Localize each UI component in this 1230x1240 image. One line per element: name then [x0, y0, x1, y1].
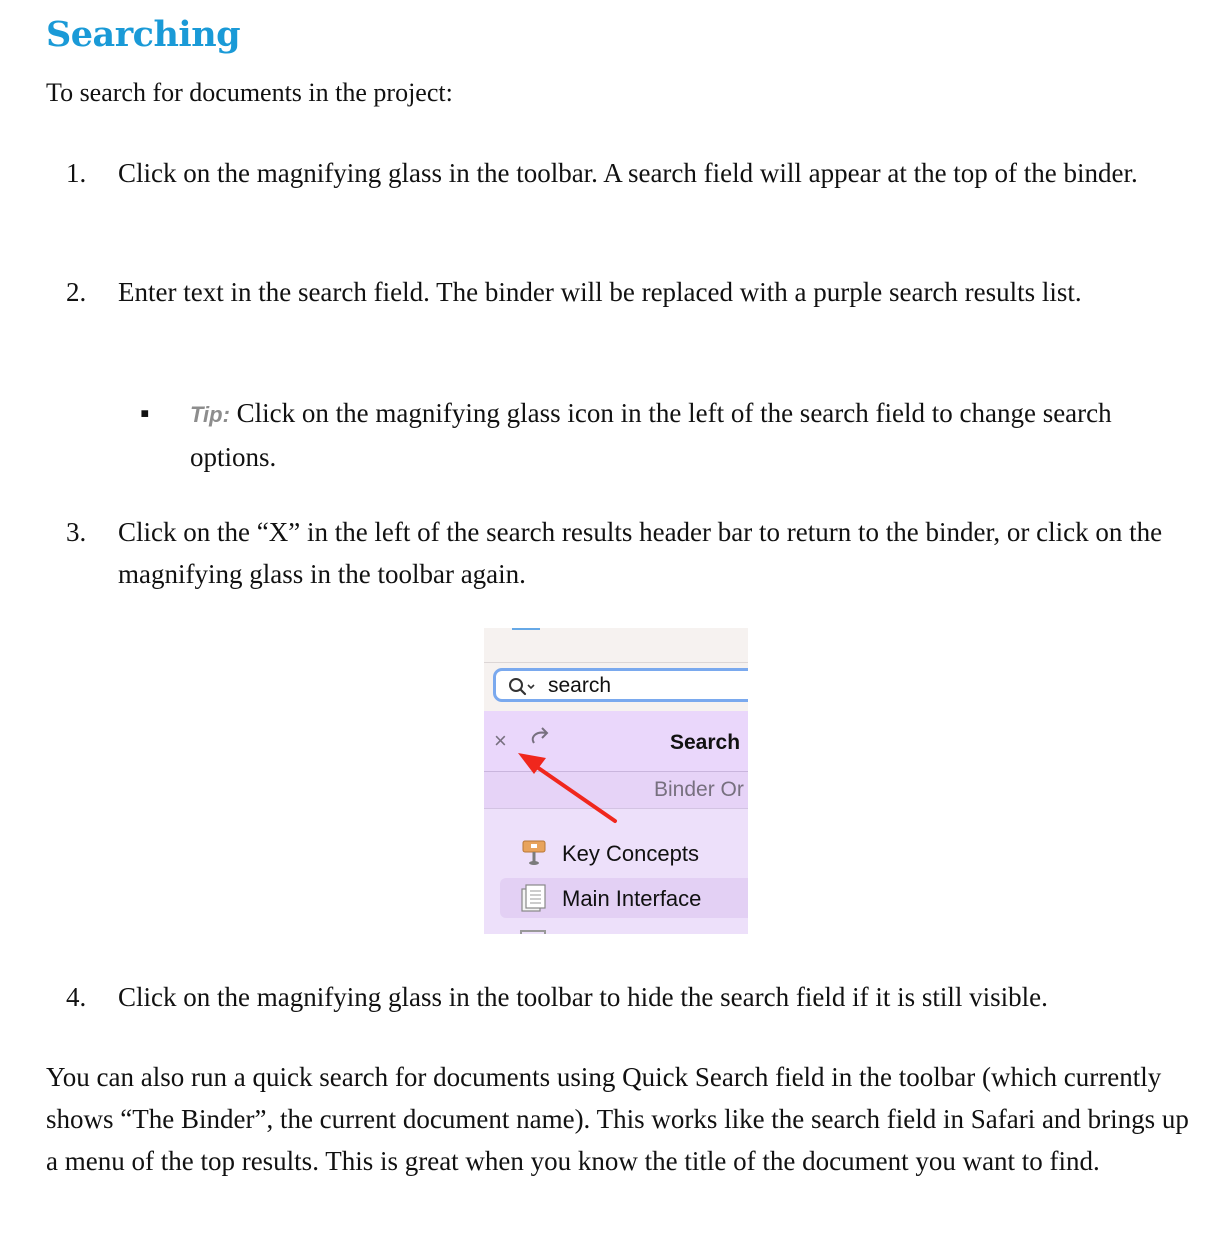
keynote-podium-icon: [520, 839, 548, 867]
result-name: Main Interface: [562, 886, 702, 911]
column-label: Binder Or: [654, 778, 744, 801]
intro-paragraph: To search for documents in the project:: [46, 78, 453, 107]
section-heading: Searching: [46, 14, 241, 55]
search-input[interactable]: [548, 674, 748, 698]
result-name: Key Concepts: [562, 841, 699, 866]
search-field[interactable]: [493, 668, 748, 702]
step-text: Click on the “X” in the left of the search results header bar to return to the binder, or click on the magnifying glass in the toolbar again.: [118, 517, 1163, 589]
binder-order-column[interactable]: [484, 772, 748, 809]
step-number: 4.: [66, 982, 87, 1012]
redo-arrow-icon[interactable]: [528, 725, 556, 749]
step-text: Enter text in the search field. The binder will be replaced with a purple search results list.: [118, 277, 1082, 307]
result-item[interactable]: [500, 833, 748, 873]
next-item-icon: [520, 930, 546, 934]
document-stack-icon: [520, 884, 548, 912]
toolbar-indicator: [512, 628, 540, 630]
search-results-header: [484, 711, 748, 772]
step-number: 1.: [66, 158, 87, 188]
magnifying-glass-dropdown-icon[interactable]: [508, 677, 538, 697]
tip-text: Click on the magnifying glass icon in the left of the search field to change search options.: [190, 398, 1112, 472]
result-item-selected[interactable]: [500, 878, 748, 918]
close-search-button[interactable]: ×: [494, 728, 507, 753]
outro-paragraph: You can also run a quick search for documents using Quick Search field in the toolbar (which currently shows “The Binder”, the current document name). This works like the search field in Safari and brings up a menu of the top results. This is great when you know the title of the document you want to find.: [46, 1062, 1189, 1176]
search-header-title: Search: [670, 731, 741, 754]
step-text: Click on the magnifying glass in the toolbar. A search field will appear at the top of the binder.: [118, 158, 1138, 188]
step-text: Click on the magnifying glass in the toolbar to hide the search field if it is still visible.: [118, 982, 1048, 1012]
search-row: [484, 663, 748, 711]
step-number: 3.: [66, 517, 87, 547]
toolbar-strip: [484, 628, 748, 663]
step-number: 2.: [66, 277, 87, 307]
bullet-icon: ▪: [140, 398, 150, 428]
tip-label: Tip:: [190, 402, 230, 427]
search-screenshot: [484, 628, 748, 934]
